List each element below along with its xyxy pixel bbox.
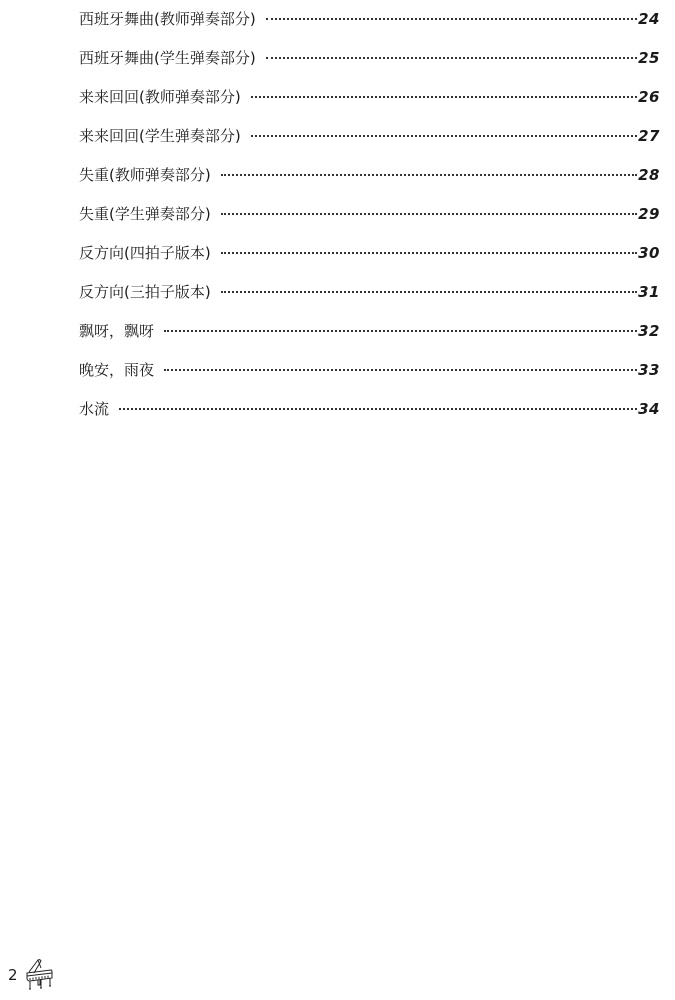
toc-entry[interactable]: [79, 318, 660, 357]
toc-entry[interactable]: [79, 357, 660, 396]
dot-leader: [221, 252, 637, 254]
toc-entry-page: 31: [638, 283, 660, 301]
toc-entry-title: 失重(学生弹奏部分): [79, 205, 211, 223]
toc-entry-page: 30: [638, 244, 660, 262]
page-footer: [8, 958, 54, 992]
dot-leader: [119, 408, 637, 410]
dot-leader: [266, 18, 637, 20]
toc-entry[interactable]: [79, 201, 660, 240]
grand-piano-icon: [24, 958, 54, 992]
dot-leader: [251, 135, 637, 137]
dot-leader: [221, 213, 637, 215]
toc-entry-title: 晚安，雨夜: [79, 361, 155, 379]
toc-entry-title: 反方向(四拍子版本): [79, 244, 211, 262]
toc-entry-title: 西班牙舞曲(学生弹奏部分): [79, 49, 256, 67]
dot-leader: [221, 174, 637, 176]
toc-entry-title: 失重(教师弹奏部分): [79, 166, 211, 184]
toc-entry-page: 32: [638, 322, 660, 340]
dot-leader: [251, 96, 637, 98]
toc-entry[interactable]: [79, 279, 660, 318]
toc-entry-title: 水流: [79, 400, 110, 418]
toc-entry-page: 24: [638, 10, 660, 28]
toc-entry[interactable]: [79, 240, 660, 279]
toc-entry-page: 28: [638, 166, 660, 184]
toc-entry-page: 33: [638, 361, 660, 379]
toc-entry-title: 飘呀，飘呀: [79, 322, 155, 340]
toc-entry[interactable]: [79, 123, 660, 162]
toc-entry[interactable]: [79, 45, 660, 84]
toc-entry-title: 来来回回(教师弹奏部分): [79, 88, 241, 106]
toc-entry[interactable]: [79, 396, 660, 435]
toc-entry-page: 25: [638, 49, 660, 67]
toc-entry-title: 反方向(三拍子版本): [79, 283, 211, 301]
page-number: 2: [8, 966, 18, 984]
toc-entry-title: 西班牙舞曲(教师弹奏部分): [79, 10, 256, 28]
toc-entry[interactable]: [79, 6, 660, 45]
dot-leader: [164, 369, 637, 371]
dot-leader: [164, 330, 637, 332]
table-of-contents: [79, 6, 660, 435]
toc-entry-page: 29: [638, 205, 660, 223]
toc-entry-page: 26: [638, 88, 660, 106]
toc-entry[interactable]: [79, 162, 660, 201]
dot-leader: [266, 57, 637, 59]
toc-entry-page: 34: [638, 400, 660, 418]
toc-entry-page: 27: [638, 127, 660, 145]
toc-entry-title: 来来回回(学生弹奏部分): [79, 127, 241, 145]
toc-entry[interactable]: [79, 84, 660, 123]
dot-leader: [221, 291, 637, 293]
